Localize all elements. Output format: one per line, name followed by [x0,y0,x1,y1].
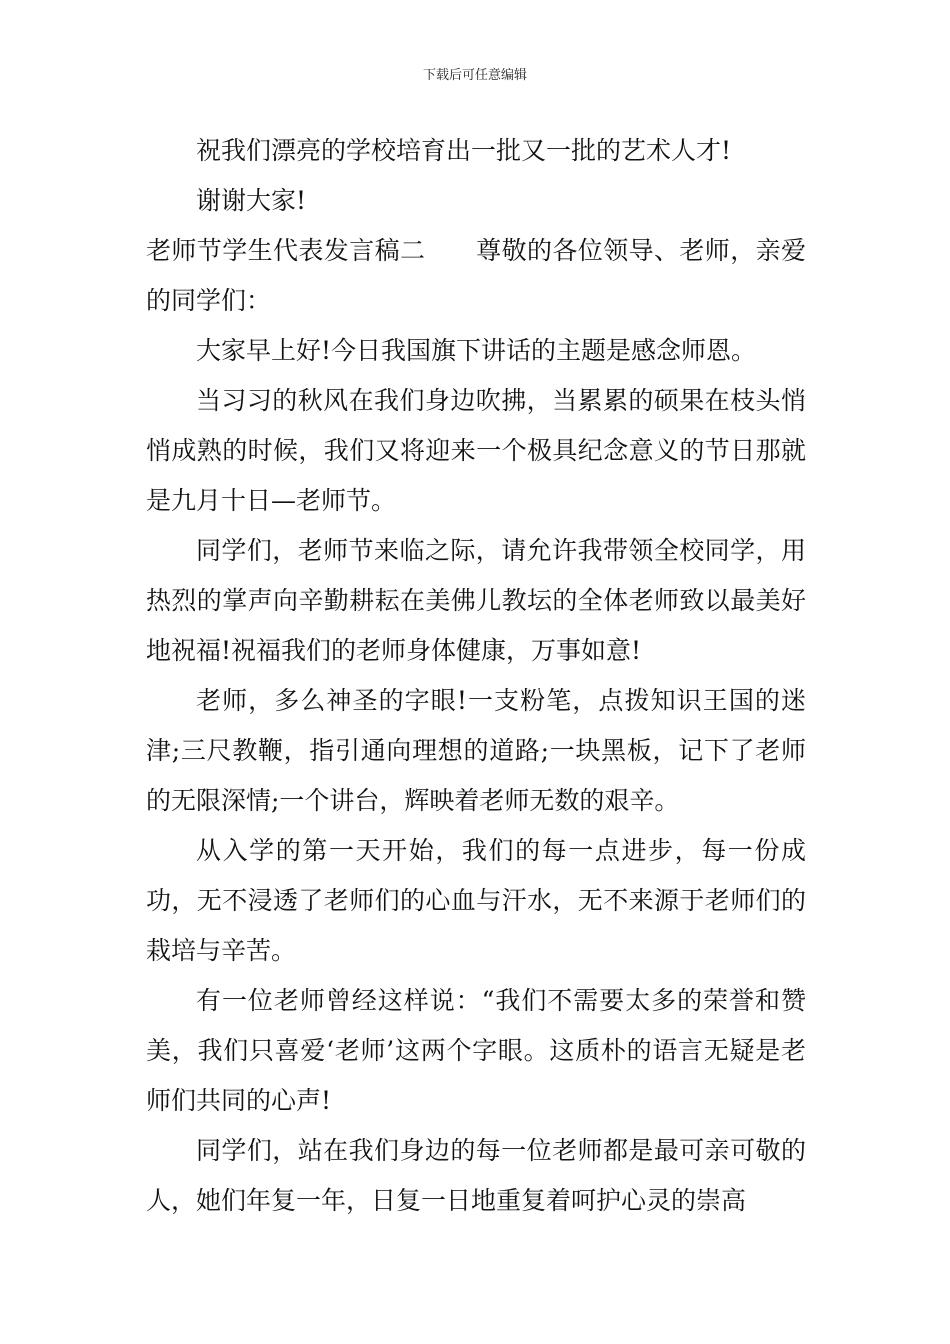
paragraph-thanks: 谢谢大家! [196,186,307,215]
paragraph-quote: 有一位老师曾经这样说：“我们不需要太多的荣誉和赞美，我们只喜爱‘老师’这两个字眼。这质朴的语言无疑是老师们共同的心声! [146,986,806,1115]
paragraph-first-day: 从入学的第一天开始，我们的每一点进步，每一份成功，无不浸透了老师们的心血与汗水，无不来源于老师们的栽培与辛苦。 [146,836,806,965]
speech-title-and-salutation: 老师节学生代表发言稿二 尊敬的各位领导、老师，亲爱的同学们： [146,236,806,315]
document-body [146,126,806,1226]
paragraph-autumn: 当习习的秋风在我们身边吹拂，当累累的硕果在枝头悄悄成熟的时候，我们又将迎来一个极具纪念意义的节日那就是九月十日—老师节。 [146,386,806,515]
page-header: 下载后可任意编辑 [422,68,527,83]
paragraph-classmates: 同学们，站在我们身边的每一位老师都是最可亲可敬的人，她们年复一年，日复一日地重复着呵护心灵的崇高 [146,1136,806,1215]
paragraph-closing-wish: 祝我们漂亮的学校培育出一批又一批的艺术人才! [196,136,732,165]
paragraph-blessing: 同学们，老师节来临之际，请允许我带领全校同学，用热烈的掌声向辛勤耕耘在美佛儿教坛的全体老师致以最美好地祝福!祝福我们的老师身体健康，万事如意! [146,536,806,665]
paragraph-teacher-sacred: 老师，多么神圣的字眼!一支粉笔，点拨知识王国的迷津;三尺教鞭，指引通向理想的道路;一块黑板，记下了老师的无限深情;一个讲台，辉映着老师无数的艰辛。 [146,686,806,815]
paragraph-greeting: 大家早上好!今日我国旗下讲话的主题是感念师恩。 [196,336,757,365]
